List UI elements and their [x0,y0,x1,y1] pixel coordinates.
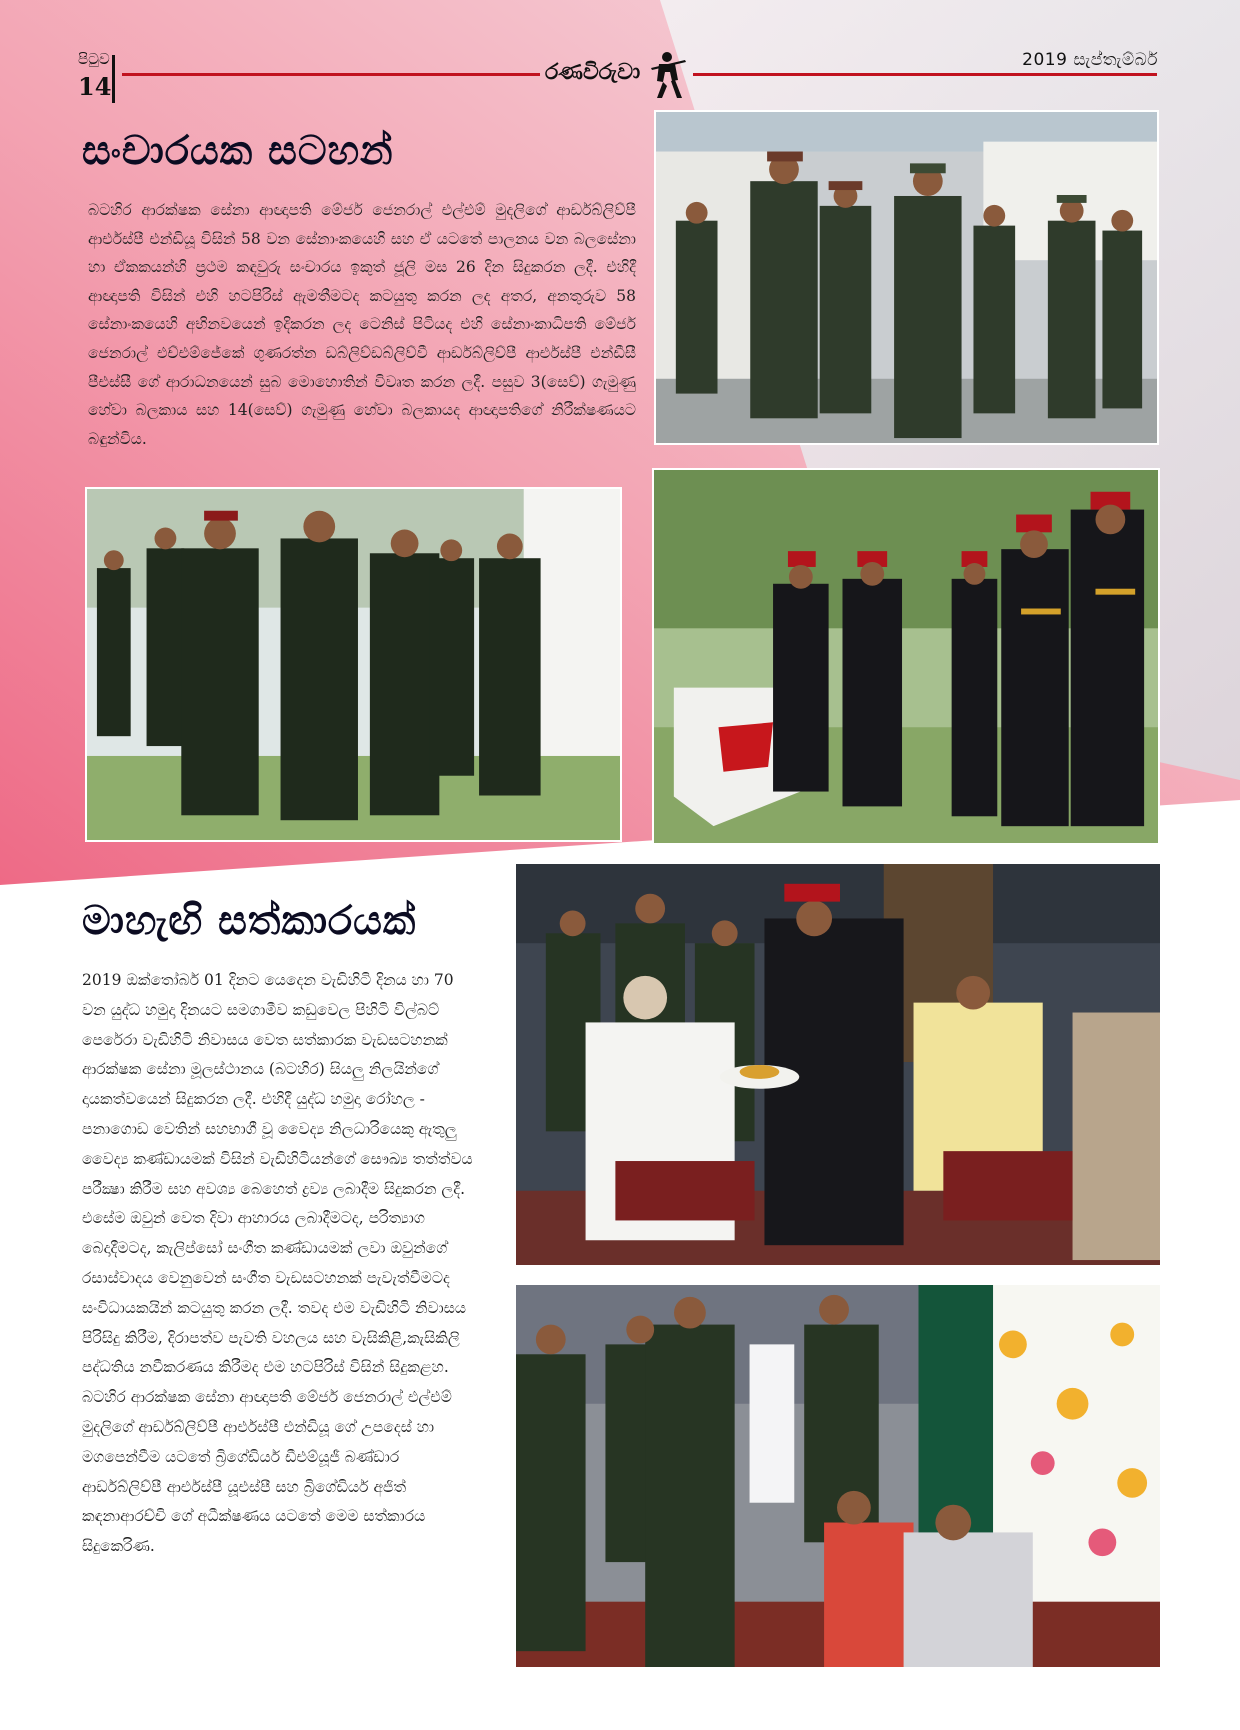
photo-handing-gifts [514,1283,1162,1669]
masthead [545,50,690,102]
page-number: 14 [78,72,112,101]
header-rule-left [122,73,540,76]
page-label: පිටුව [78,50,110,68]
article1-title: සංචාරයක සටහන් [82,128,394,174]
page-header [0,0,1240,110]
header-rule-right [693,73,1157,76]
article2-body: 2019 ඔක්තෝබර් 01 දිනට යෙදෙන වැඩිහිටි දිනය හා 70 වන යුද්ධ හමුදා දිනයට සමගාමීව කඩුවෙල පිහිටි විල්බට් පෙරේරා වැඩිහිටි නිවාසය වෙත සත්කාරක වැඩසටහනක් ආරක්ෂක සේනා මූලස්ථානය (බටහිර) සියලු නිලයින්ගේ දායකත්වයෙන් සිදුකරන ලදී. එහිදී යුද්ධ හමුදා රෝහල - පනාගොඩ වෙතින් සහභාගී වූ වෛද්‍ය නිලධාරියෙකු ඇතුලු වෛද්‍ය කණ්ඩායමක් විසින් වැඩිහිටියන්ගේ සෞඛ්‍ය තත්ත්වය පරීක්‍ෂා කිරීම සහ අවශ්‍ය බෙහෙත් ද්‍රව්‍ය ලබාදීම සිදුකරන ලදී. එසේම ඔවුන් වෙත දිවා ආහාරය ලබාදීමටද, පරිත්‍යාග බෙදාදීමටද, කැලිප්සෝ සංගීත කණ්ඩායමක් ලවා ඔවුන්ගේ රසාස්වාදය වෙනුවෙන් සංගීත වැඩසටහනක් පැවැත්වීමටද සංවිධායකයින් කටයුතු කරන ලදී. තවද එම වැඩිහිටි නිවාසය පිරිසිදු කිරීම, දිරාපත්ව පැවති වහලය සහ වැසිකිළි,කැසිකිලි පද්ධතිය නවීකරණය කිරීමද එම හටපිරිස් විසින් සිදුකළහ. බටහිර ආරක්ෂක සේනා ආඥාපති මේජර් ජෙනරාල් එල්එම් මුදලිගේ ආර්ඩබ්ලිව්පී ආර්එස්පී එන්ඩියූ ගේ උපදෙස් හා මගපෙන්වීම යටතේ බ්‍රිගේඩියර් ඩීඑම්යූජී බණ්ඩාර ආර්ඩබ්ලිව්පී ආර්එස්පී යූඑස්පී සහ බ්‍රිගේඩියර් අජිත් කඳනාආරච්චි ගේ අධීක්ෂණය යටතේ මෙම සත්කාරය සිදුකෙරිණ. [82,971,473,1556]
issue-date: 2019 සැප්තැම්බර් [1022,50,1158,70]
photo-officers-walking [85,487,622,842]
page-number-divider [112,55,115,103]
article1-body: බටහිර ආරක්ෂක සේනා ආඥාපති මේජර් ජෙනරාල් එල්එම් මුදලිගේ ආර්ඩබ්ලිව්පී ආර්එස්පී එන්ඩියූ විසින් 58 වන සේනාංකයෙහි සහ ඒ යටතේ පාලනය වන බලසේනා හා ඒකකයන්හි ප්‍රථම කඳවුරු සංචාරය ඉකුත් ජූලි මස 26 දින සිදුකරන ලදී. එහිදී ආඥාපති විසින් එහි හටපිරිස් ඇමතීමටද කටයුතු කරන ලද අතර, අනතුරුව 58 සේනාංකයෙහි අභිනවයෙන් ඉදිකරන ලද ටෙනිස් පිටියද එහි සේනාංකාධිපති මේජර් ජෙනරාල් එච්එම්ජේකේ ගුණරත්න ඩබ්ලිව්ඩබ්ලිව්වී ආර්ඩබ්ලිව්පී ආර්එස්පී එන්ඩීසී පීඑස්සී ගේ ආරාධනයෙන් සුබ මොහොතින් විවෘත කරන ලදී. පසුව 3(සෙව්) ගැමුණු හේවා බලකාය සහ 14(සෙව්) ගැමුණු හේවා බලකායද ආඥාපතිගේ නිරීක්ෂණයට බඳුන්විය. [88,201,636,448]
photo-ceremonial-officers [652,468,1160,845]
article2-title: මාහැඟි සත්කාරයක් [82,898,417,944]
photo-serving-elder [514,862,1162,1267]
photo-handshake [654,110,1159,445]
masthead-title: රණවිරුවා [545,60,641,85]
soldier-logo-icon [645,50,687,100]
